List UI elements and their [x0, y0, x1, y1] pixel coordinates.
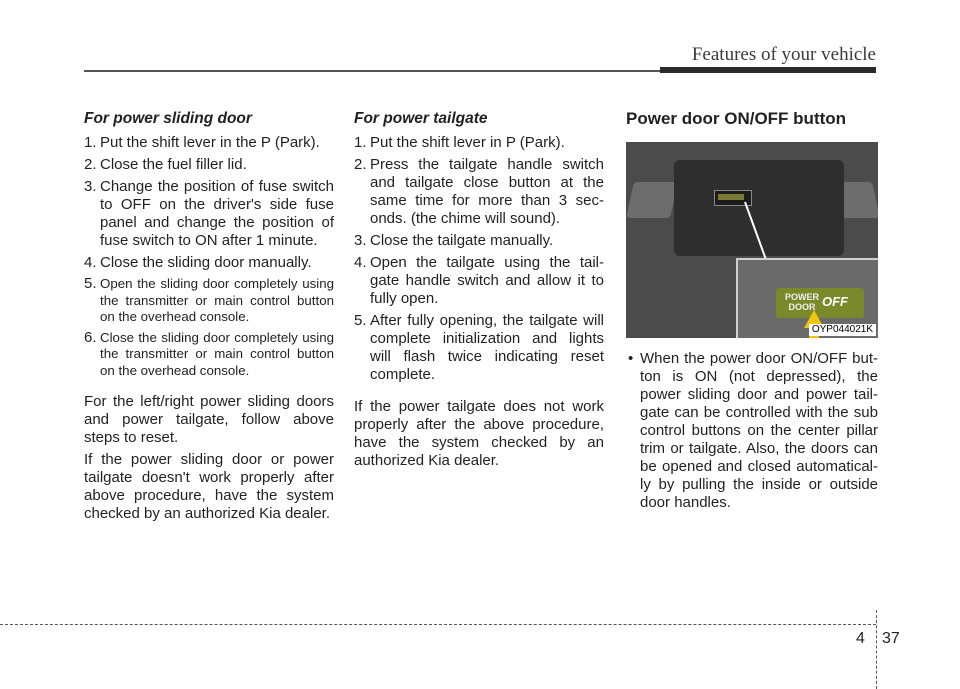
list-item: 5. Open the sliding door completely using the transmitter or main control button on the overhead console.	[84, 275, 334, 324]
power-door-button-label: POWER DOOR	[784, 292, 819, 312]
list-item: 6. Close the sliding door completely using the transmitter or main control button on the overhead console.	[84, 328, 334, 378]
header-rule	[84, 70, 676, 72]
list-item: • When the power door ON/OFF but-ton is ON (not depressed), the power sliding door and power tail-gate can be controlled with the sub control buttons on the center pillar trim or tailgate. Also, the doors can be opened and closed automatical-ly by pulling the inside or outside door handles.	[626, 350, 878, 512]
power-door-button-small-indicator	[718, 194, 744, 200]
list-item: 2. Close the fuel filler lid.	[84, 156, 247, 173]
footer-divider	[876, 610, 877, 689]
paragraph: If the power tailgate does not work properly after the above procedure, have the system checked by an authorized Kia dealer.	[354, 398, 604, 469]
list-item: 3. Change the position of fuse switch to OFF on the driver's side fuse panel and change the position of fuse switch to ON after 1 minute.	[84, 178, 334, 249]
list-item: 5. After fully opening, the tailgate will complete initialization and lights will flash twice indicating reset complete.	[354, 312, 604, 383]
column-power-door	[626, 110, 878, 512]
chapter-number: 4	[856, 630, 865, 647]
bullet-list	[626, 350, 878, 512]
figure-code: OYP044021K	[809, 324, 876, 336]
paragraph: If the power sliding door or power tailgate doesn't work properly after above procedure, have the system checked by an authorized Kia dealer.	[84, 451, 334, 522]
list-item: 4. Close the sliding door manually.	[84, 254, 312, 271]
page-number: 37	[882, 630, 900, 647]
list-item: 2. Press the tailgate handle switch and tailgate close button at the same time for more than 3 sec-onds. (the chime will sound).	[354, 156, 604, 227]
column-sliding-door	[84, 110, 334, 523]
section-title: Power door ON/OFF button	[626, 109, 847, 128]
footer-rule	[0, 624, 876, 625]
power-door-off-label: OFF	[822, 294, 848, 309]
header-title: Features of your vehicle	[691, 44, 876, 65]
list-item: 1. Put the shift lever in the P (Park).	[84, 134, 320, 151]
map-lamp-left	[626, 182, 678, 218]
list-item: 1. Put the shift lever in P (Park).	[354, 134, 565, 151]
steps-list	[354, 134, 604, 384]
steps-list	[84, 134, 334, 379]
list-item: 4. Open the tailgate using the tail-gate handle switch and allow it to fully open.	[354, 254, 604, 307]
section-subtitle: For power sliding door	[84, 110, 252, 127]
header-rule-accent	[660, 67, 876, 73]
list-item: 3. Close the tailgate manually.	[354, 232, 554, 249]
section-subtitle: For power tailgate	[354, 110, 488, 127]
column-tailgate	[354, 110, 604, 470]
power-door-button-figure	[626, 142, 878, 338]
paragraph: For the left/right power sliding doors and power tailgate, follow above steps to reset.	[84, 393, 334, 446]
